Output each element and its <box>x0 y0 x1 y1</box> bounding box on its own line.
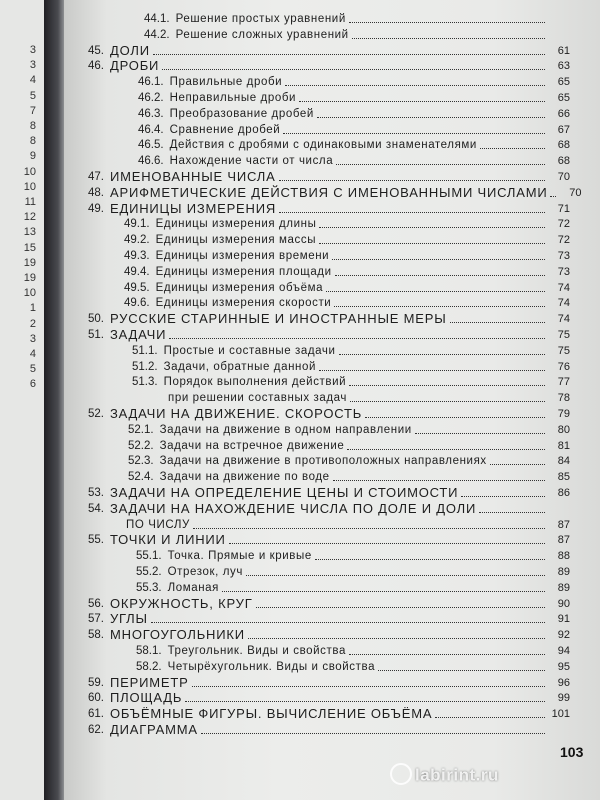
toc-page-number: 79 <box>557 408 570 420</box>
toc-title: ЗАДАЧИ НА ДВИЖЕНИЕ. СКОРОСТЬ <box>110 406 363 421</box>
toc-title: ПЛОЩАДЬ <box>110 690 183 706</box>
toc-title: Ломаная <box>167 581 219 594</box>
toc-title: ДРОБИ <box>110 58 160 74</box>
toc-page-number: 67 <box>557 123 570 136</box>
toc-title: ОБЪЁМНЫЕ ФИГУРЫ. ВЫЧИСЛЕНИЕ ОБЪЁМА <box>110 706 433 722</box>
toc-subsection <box>136 644 570 658</box>
toc-title: Действия с дробями с одинаковыми знаменателями <box>169 139 477 152</box>
toc-subsection <box>128 454 570 468</box>
toc-title: Точка. Прямые и кривые <box>167 550 312 563</box>
toc-number: 46.2. <box>138 92 164 104</box>
toc-title: Преобразование дробей <box>169 107 314 120</box>
toc-number: 46.4. <box>138 123 164 136</box>
toc-number: 52.3. <box>128 455 154 468</box>
toc-number: 61. <box>88 708 104 721</box>
toc-title: при решении составных задач <box>168 392 347 405</box>
toc-subsection <box>124 217 570 231</box>
toc-number: 44.2. <box>144 28 170 41</box>
toc-number: 49.6. <box>124 297 150 310</box>
dot-leader <box>283 133 545 134</box>
dot-leader <box>248 638 545 639</box>
toc-page-number: 74 <box>557 281 570 294</box>
adjacent-page-number: 1 <box>29 302 36 315</box>
toc-page-number: 61 <box>557 44 570 57</box>
dot-leader <box>285 85 545 86</box>
toc-page-number: 89 <box>557 581 570 594</box>
dot-leader <box>153 54 545 55</box>
adjacent-page-number: 13 <box>23 226 36 239</box>
toc-page-number: 70 <box>569 186 582 199</box>
adjacent-page-number: 5 <box>29 363 36 376</box>
toc-page-number: 94 <box>557 645 570 657</box>
toc-chapter <box>88 502 570 516</box>
toc-chapter <box>88 628 570 642</box>
toc-subsection <box>136 660 570 674</box>
dot-leader <box>299 101 545 102</box>
toc-subsection <box>132 360 570 374</box>
adjacent-page-number: 10 <box>23 180 36 193</box>
toc-subsection <box>120 518 570 532</box>
toc-page-number: 74 <box>557 297 570 310</box>
toc-number: 53. <box>88 487 104 499</box>
dot-leader <box>479 512 545 513</box>
toc-page-number: 101 <box>551 708 570 721</box>
toc-chapter <box>88 184 582 200</box>
toc-number: 46. <box>88 60 104 73</box>
toc-title: ЗАДАЧИ НА НАХОЖДЕНИЕ ЧИСЛА ПО ДОЛЕ И ДОЛИ <box>110 500 477 516</box>
toc-number: 46.3. <box>138 107 164 120</box>
adjacent-page-number: 6 <box>29 378 36 391</box>
toc-number: 52.2. <box>128 439 154 452</box>
toc-page-number: 99 <box>557 692 570 705</box>
toc-page-number: 68 <box>557 139 570 152</box>
toc-title: Решение сложных уравнений <box>175 28 349 41</box>
dot-leader <box>279 180 545 181</box>
dot-leader <box>336 164 545 165</box>
toc-title: УГЛЫ <box>110 611 148 627</box>
toc-title: Задачи на движение в противоположных направлениях <box>159 455 487 468</box>
toc-page-number: 85 <box>557 471 570 484</box>
toc-number: 51.1. <box>132 344 158 357</box>
toc-subsection <box>138 154 570 168</box>
toc-page-number: 65 <box>557 76 570 89</box>
dot-leader <box>193 528 545 529</box>
toc-page-number: 75 <box>557 329 570 341</box>
dot-leader <box>349 22 545 23</box>
toc-title: Правильные дроби <box>169 76 283 89</box>
dot-leader <box>347 449 545 450</box>
toc-chapter <box>88 533 570 547</box>
toc-page-number: 78 <box>557 392 570 405</box>
toc-title: Нахождение части от числа <box>169 155 334 168</box>
dot-leader <box>350 401 545 402</box>
toc-title: Единицы измерения объёма <box>155 281 324 294</box>
toc-title: Треугольник. Виды и свойства <box>167 645 346 657</box>
toc-title: ДОЛИ <box>110 42 150 58</box>
toc-number: 49.4. <box>124 265 150 278</box>
toc-chapter <box>88 328 570 342</box>
toc-page-number: 65 <box>557 92 570 104</box>
dot-leader <box>256 607 545 608</box>
toc-subsection <box>128 423 570 437</box>
book-gutter <box>44 0 64 800</box>
dot-leader <box>319 370 545 371</box>
toc-subsection <box>136 565 570 579</box>
toc-title: ИМЕНОВАННЫЕ ЧИСЛА <box>110 169 276 184</box>
dot-leader <box>246 575 545 576</box>
toc-page-number: 90 <box>557 597 570 610</box>
toc-chapter <box>88 312 570 326</box>
toc-number: 59. <box>88 676 104 689</box>
toc-number: 60. <box>88 692 104 705</box>
toc-page-number: 96 <box>557 676 570 689</box>
dot-leader <box>279 212 545 213</box>
toc-subsection <box>124 265 570 279</box>
toc-number: 47. <box>88 171 104 183</box>
toc-title: Единицы измерения длины <box>155 218 317 231</box>
toc-chapter <box>88 707 570 721</box>
toc-page-number: 92 <box>557 629 570 642</box>
toc-page-number: 87 <box>557 534 570 547</box>
dot-leader <box>201 733 545 734</box>
dot-leader <box>349 385 545 386</box>
toc-subsection <box>136 581 570 595</box>
toc-number: 49. <box>88 202 104 215</box>
toc-title: МНОГОУГОЛЬНИКИ <box>110 627 245 643</box>
toc-number: 46.1. <box>138 76 164 89</box>
toc-subsection <box>162 391 570 405</box>
toc-page-number: 91 <box>557 613 570 626</box>
toc-subsection <box>124 233 570 247</box>
toc-number: 51.3. <box>132 376 158 389</box>
toc-number: 49.3. <box>124 250 150 262</box>
toc-subsection <box>138 123 570 137</box>
toc-number: 52.4. <box>128 471 154 484</box>
toc-page-number: 72 <box>557 234 570 247</box>
toc-page-number: 81 <box>557 439 570 452</box>
toc-number: 45. <box>88 44 104 57</box>
dot-leader <box>333 480 545 481</box>
toc-page-number: 84 <box>557 455 570 468</box>
toc-number: 54. <box>88 502 104 515</box>
adjacent-page-number: 10 <box>23 287 36 300</box>
toc-number: 55.1. <box>136 550 162 563</box>
toc-number: 52.1. <box>128 423 154 436</box>
adjacent-page-number: 11 <box>24 196 36 208</box>
dot-leader <box>151 622 545 623</box>
toc-subsection <box>124 249 570 263</box>
dot-leader <box>326 291 545 292</box>
toc-page-number: 73 <box>557 250 570 262</box>
toc-number: 44.1. <box>144 13 170 25</box>
toc-page-number: 74 <box>557 313 570 326</box>
toc-title: Задачи на встречное движение <box>159 439 345 452</box>
dot-leader <box>317 117 545 118</box>
dot-leader <box>450 322 545 323</box>
toc-title: Единицы измерения времени <box>155 250 330 262</box>
toc-number: 58.2. <box>136 660 162 673</box>
dot-leader <box>335 275 545 276</box>
dot-leader <box>169 338 545 339</box>
dot-leader <box>229 543 545 544</box>
toc-number: 51.2. <box>132 360 158 373</box>
dot-leader <box>352 38 545 39</box>
dot-leader <box>162 69 545 70</box>
toc-title: Порядок выполнения действий <box>163 376 347 389</box>
adjacent-page-number: 3 <box>29 332 36 345</box>
toc-title: Задачи, обратные данной <box>163 360 317 373</box>
toc-chapter <box>88 202 570 216</box>
toc-number: 49.2. <box>124 234 150 247</box>
toc-title: ОКРУЖНОСТЬ, КРУГ <box>110 595 253 611</box>
toc-title: Единицы измерения скорости <box>155 297 332 310</box>
toc-subsection <box>144 12 570 26</box>
toc-number: 52. <box>88 408 104 420</box>
adjacent-page-number: 3 <box>29 44 36 56</box>
toc-number: 56. <box>88 597 104 610</box>
toc-subsection <box>138 107 570 121</box>
dot-leader <box>435 717 545 718</box>
toc-subsection <box>128 470 570 484</box>
toc-subsection <box>128 439 570 453</box>
toc-title: Единицы измерения площади <box>155 265 332 278</box>
toc-chapter <box>88 676 570 690</box>
toc-title: ПЕРИМЕТР <box>110 674 189 690</box>
toc-subsection <box>138 75 570 89</box>
toc-number: 55. <box>88 534 104 547</box>
toc-page-number: 95 <box>557 660 570 673</box>
dot-leader <box>349 654 545 655</box>
toc-subsection <box>138 91 570 105</box>
adjacent-page-number: 7 <box>29 104 36 117</box>
watermark <box>390 765 499 787</box>
adjacent-page-number: 2 <box>29 317 36 330</box>
toc-title: Четырёхугольник. Виды и свойства <box>167 660 376 673</box>
toc-chapter <box>88 486 570 500</box>
toc-title: ЕДИНИЦЫ ИЗМЕРЕНИЯ <box>110 200 277 216</box>
toc-number: 62. <box>88 724 104 736</box>
toc-subsection <box>124 296 570 310</box>
toc-number: 58. <box>88 629 104 642</box>
toc-title: Простые и составные задачи <box>163 344 336 357</box>
toc-subsection <box>124 281 570 295</box>
toc-number: 46.5. <box>138 139 164 152</box>
toc-page-number: 70 <box>557 171 570 183</box>
dot-leader <box>339 354 545 355</box>
page-number: 103 <box>560 744 584 760</box>
dot-leader <box>222 591 545 592</box>
toc-page-number: 63 <box>557 60 570 73</box>
adjacent-page-number: 8 <box>29 120 36 132</box>
adjacent-page-number: 12 <box>23 211 36 224</box>
toc-page-number: 72 <box>557 218 570 231</box>
toc-title: Задачи на движение по воде <box>159 471 330 484</box>
dot-leader <box>319 243 545 244</box>
toc-number: 55.3. <box>136 581 162 594</box>
dot-leader <box>185 701 545 702</box>
dot-leader <box>319 227 545 228</box>
dot-leader <box>550 196 556 197</box>
toc-number: 49.1. <box>124 218 150 231</box>
toc-title: РУССКИЕ СТАРИННЫЕ И ИНОСТРАННЫЕ МЕРЫ <box>110 311 447 327</box>
toc-chapter <box>88 44 570 58</box>
toc-title: ЗАДАЧИ <box>110 327 167 342</box>
toc-chapter <box>88 612 570 626</box>
toc-page-number: 88 <box>557 550 570 563</box>
dot-leader <box>490 464 545 465</box>
toc-page-number: 73 <box>557 265 570 278</box>
toc-subsection <box>132 344 570 358</box>
labirint-logo-icon <box>390 763 412 785</box>
toc-page <box>64 0 600 800</box>
toc-subsection <box>132 375 570 389</box>
dot-leader <box>365 417 545 418</box>
toc-title: ПО ЧИСЛУ <box>126 518 190 531</box>
toc-title: Решение простых уравнений <box>175 13 346 25</box>
toc-chapter <box>88 170 570 184</box>
toc-number: 51. <box>88 329 104 341</box>
adjacent-page-number: 4 <box>29 74 36 87</box>
dot-leader <box>415 433 545 434</box>
toc-number: 49.5. <box>124 281 150 294</box>
toc-title: ЗАДАЧИ НА ОПРЕДЕЛЕНИЕ ЦЕНЫ И СТОИМОСТИ <box>110 485 459 500</box>
adjacent-page-number: 19 <box>23 256 36 269</box>
watermark-text: labirint.ru <box>415 765 499 785</box>
dot-leader <box>378 670 545 671</box>
toc-page-number: 89 <box>557 566 570 578</box>
toc-chapter <box>88 723 570 737</box>
toc-chapter <box>88 407 570 421</box>
toc-page-number: 75 <box>557 344 570 357</box>
toc-number: 55.2. <box>136 566 162 578</box>
toc-number: 57. <box>88 613 104 626</box>
adjacent-page-strip <box>0 0 44 800</box>
toc-page-number: 66 <box>557 107 570 120</box>
toc-title: Сравнение дробей <box>169 123 281 136</box>
adjacent-page-number: 19 <box>23 272 36 284</box>
toc-subsection <box>138 138 570 152</box>
toc-page-number: 77 <box>557 376 570 389</box>
adjacent-page-number: 3 <box>29 59 36 72</box>
toc-subsection <box>136 549 570 563</box>
dot-leader <box>332 259 545 260</box>
toc-title: АРИФМЕТИЧЕСКИЕ ДЕЙСТВИЯ С ИМЕНОВАННЫМИ ЧИСЛАМИ <box>110 184 548 200</box>
toc-subsection <box>144 28 570 42</box>
toc-number: 46.6. <box>138 155 164 168</box>
toc-chapter <box>88 597 570 611</box>
toc-page-number: 86 <box>557 487 570 499</box>
dot-leader <box>192 686 545 687</box>
toc-page-number: 80 <box>557 423 570 436</box>
adjacent-page-number: 9 <box>29 150 36 163</box>
toc-title: ТОЧКИ И ЛИНИИ <box>110 532 226 548</box>
toc-title: ДИАГРАММА <box>110 722 198 737</box>
toc-number: 58.1. <box>136 645 162 657</box>
toc-page-number: 76 <box>557 360 570 373</box>
toc-title: Единицы измерения массы <box>155 234 317 247</box>
toc-page-number: 68 <box>557 155 570 168</box>
toc-chapter <box>88 691 570 705</box>
dot-leader <box>315 559 545 560</box>
toc-page-number: 87 <box>557 518 570 531</box>
adjacent-page-number: 10 <box>23 165 36 178</box>
dot-leader <box>461 496 545 497</box>
dot-leader <box>480 148 545 149</box>
toc-page-number: 71 <box>557 202 570 215</box>
toc-number: 48. <box>88 186 104 199</box>
adjacent-page-number: 8 <box>29 135 36 148</box>
toc-number: 50. <box>88 313 104 326</box>
dot-leader <box>334 306 545 307</box>
toc-title: Неправильные дроби <box>169 92 297 104</box>
adjacent-page-number: 4 <box>29 348 36 360</box>
toc-title: Отрезок, луч <box>167 566 243 578</box>
toc-chapter <box>88 59 570 73</box>
toc-title: Задачи на движение в одном направлении <box>159 423 412 436</box>
adjacent-page-number: 5 <box>29 89 36 102</box>
adjacent-page-number: 15 <box>23 241 36 254</box>
